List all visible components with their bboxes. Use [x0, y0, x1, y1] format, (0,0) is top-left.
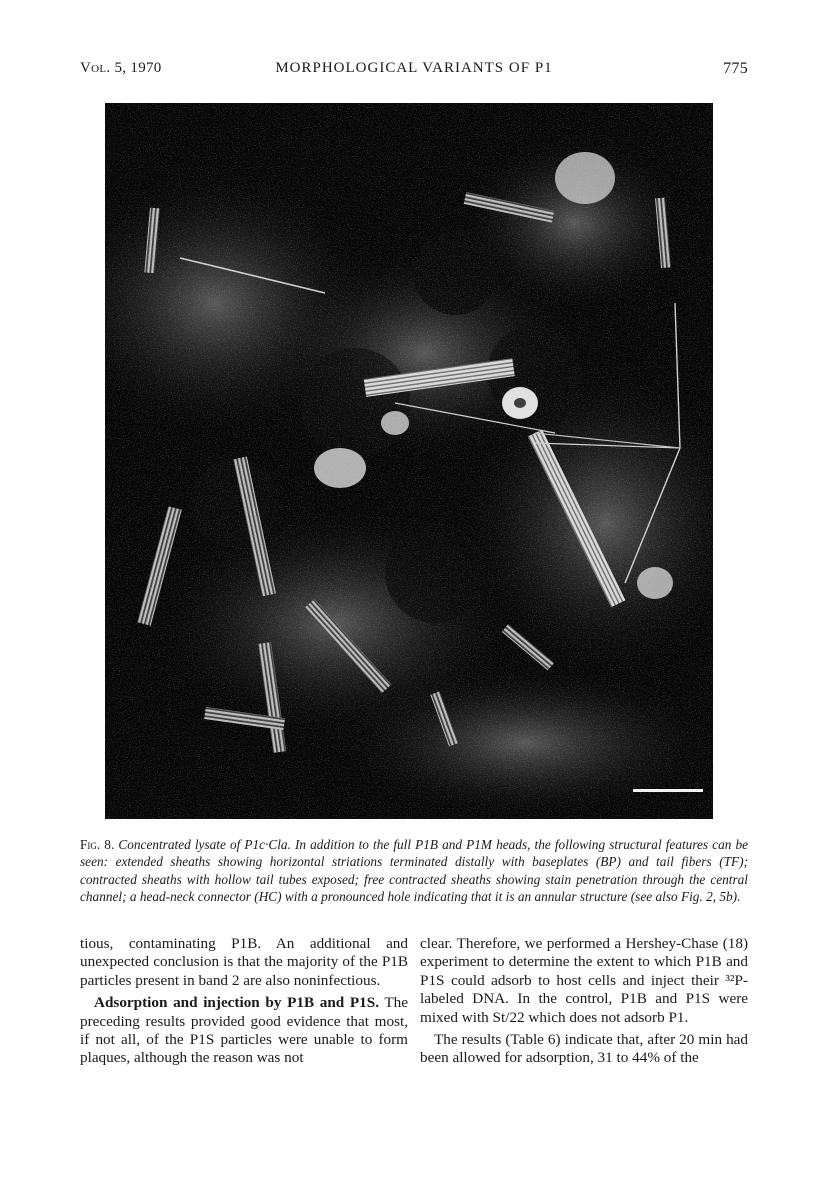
- journal-volume: Vol. 5, 1970: [80, 60, 162, 76]
- paragraph: [80, 994, 408, 1068]
- paragraph: tious, contaminating P1B. An additional and unexpected conclusion is that the majority of the P1B particles present in band 2 are also noninfectious.: [80, 935, 408, 989]
- electron-micrograph: [105, 103, 713, 819]
- figure-label: Fig. 8.: [80, 837, 115, 852]
- running-title: MORPHOLOGICAL VARIANTS OF P1: [275, 60, 553, 76]
- figure-caption: [80, 836, 748, 905]
- page-number: 775: [723, 60, 748, 77]
- column-left: [80, 935, 408, 1068]
- caption-text: Concentrated lysate of P1c·Cla. In addition to the full P1B and P1M heads, the following structural features can be seen: extended sheaths showing horizontal striations terminated distally with baseplates (BP) and tail fibers (TF); contracted sheaths with hollow tail tubes exposed; free contracted sheaths showing stain penetration through the central channel; a head-neck connector (HC) with a pronounced hole indicating that it is an annular structure (see also Fig. 2, 5b).: [80, 837, 749, 904]
- paragraph: The results (Table 6) indicate that, after 20 min had been allowed for adsorption, 31 to 44% of the: [420, 1031, 748, 1067]
- paragraph: clear. Therefore, we performed a Hershey-Chase (18) experiment to determine the extent to which P1B and P1S could adsorb to host cells and inject their ³²P-labeled DNA. In the control, P1B and P1S were mixed with St/22 which does not adsorb P1.: [420, 935, 748, 1026]
- film-grain: [105, 103, 713, 819]
- column-right: [420, 935, 748, 1068]
- micrograph-image: [105, 103, 713, 819]
- running-head: [80, 60, 748, 82]
- paragraph-text: The preceding results provided good evidence that most, if not all, of the P1S particles were unable to form plaques, although the reason was not: [80, 994, 409, 1067]
- section-heading: Adsorption and injection by P1B and P1S.: [94, 994, 379, 1012]
- scale-bar: [633, 789, 703, 792]
